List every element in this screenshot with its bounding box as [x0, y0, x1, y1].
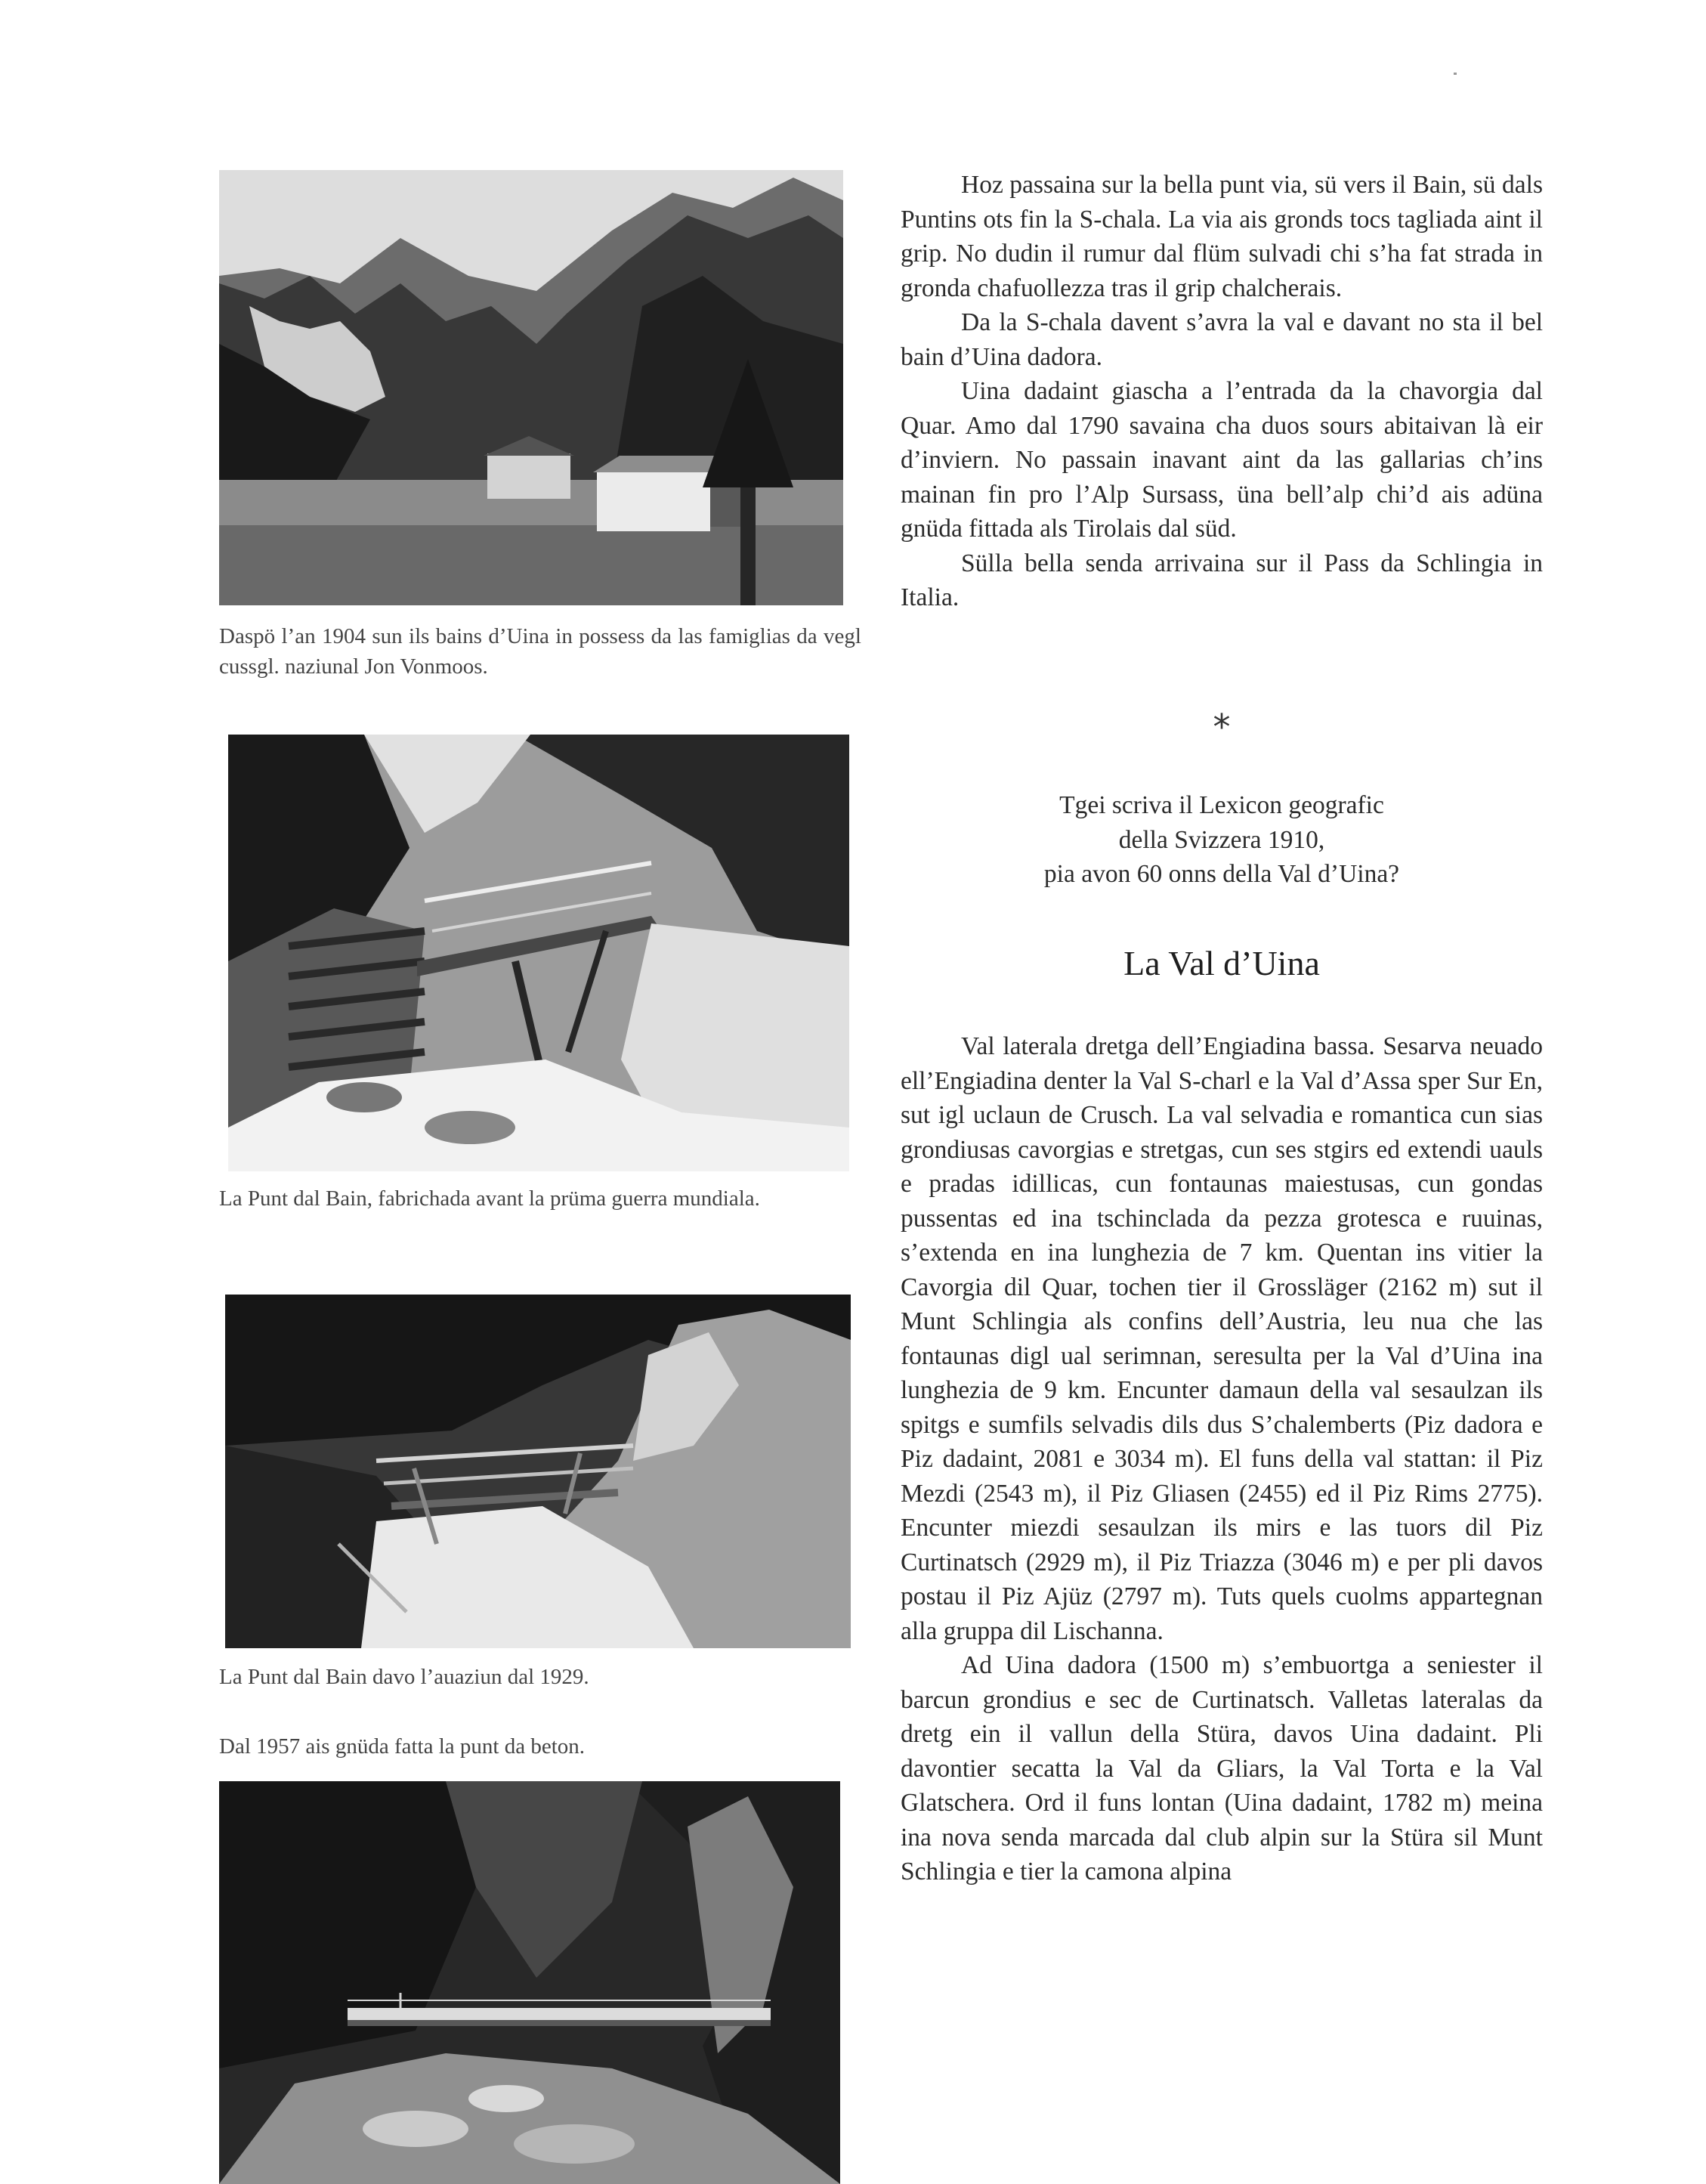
photo-bridge-after-flood: [225, 1295, 851, 1648]
section-heading: La Val d’Uina: [1123, 944, 1320, 982]
intro-paragraph: Hoz passaina sur la bella punt via, sü vers il Bain, sü dals Puntins ots fin la S-chala. La via ais gronds tocs tagliada aint il grip. No dudin il rumur dal flüm sulvadi chi s’ha fat strada in gronda chafuollezza tras il grip chalcherais.: [901, 171, 1543, 302]
figure-4-caption: Dal 1957 ais gnüda fatta la punt da beton.: [219, 1734, 586, 1759]
lexicon-paragraph: Val laterala dretga dell’Engiadina bassa. Sesarva neuado ell’Engiadina denter la Val S-charl e la Val d’Assa sper Sur En, sut igl uclaun de Crusch. La val selvadia e romantica cun sias grondiusas cavorgias e stretgas, cun ses stgirs ed extendi uauls e pradas idillicas, cun fontaunas maiestusas, cun gondas pussentas ed ina tschinclada da pezza grotesca e ruuinas, s’extenda en ina lunghezia de 7 km. Quentan ins vitier la Cavorgia dil Quar, tochen tier il Grossläger (2162 m) sut il Munt Schlingia als confins dell’Austria, leu nua che las fontaunas digl ual serimnan, seresulta per la Val d’Uina ina lunghezia de 9 km. Encunter damaun della val sesaulzan ils spitgs e sumfils selvadis dils dus S’chalemberts (Piz dadora e Piz dadaint, 2081 e 3034 m). El funs della val stattan: il Piz Mezdi (2543 m), il Piz Gliasen (2455) ed il Piz Rims 2775). Encunter miezdi sesaulzan ils mirs e las tuors dil Piz Curtinatsch (2929 m), il Piz Triazza (3046 m) e per pli davos postau il Piz Ajüz (2797 m). Tuts quels cuolms appartegnan alla gruppa dil Lischanna.: [901, 1032, 1543, 1645]
lexicon-paragraph: Ad Uina dadora (1500 m) s’embuortga a seniester il barcun grondius e sec de Curtinatsch. Valletas lateralas da dretg ein il vallun della Stüra, davos Uina dadaint. Pli davontier secatta la Val da Gliars, la Val Torta e la Val Glatschera. Ord il funs lontan (Uina dadaint, 1782 m) meina ina nova senda marcada dal club alpin sur la Stüra sil Munt Schlingia e tier la camona alpina: [901, 1651, 1543, 1885]
figure-1-caption: Daspö l’an 1904 sun ils bains d’Uina in possess da las famiglias da vegl cussgl. naziunal Jon Vonmoos.: [219, 624, 861, 679]
section-separator: *: [1213, 707, 1231, 747]
question-line: Tgei scriva il Lexicon geografic: [1059, 791, 1384, 819]
figure-2-caption: La Punt dal Bain, fabrichada avant la prüma guerra mundiala.: [219, 1186, 760, 1211]
photo-alpine-valley-houses: [219, 170, 843, 605]
question-line: pia avon 60 onns della Val d’Uina?: [1043, 860, 1400, 888]
photo-wooden-bridge: [228, 735, 849, 1171]
intro-text-block: [901, 168, 1543, 615]
figure-3-caption: La Punt dal Bain davo l’auaziun dal 1929.: [219, 1665, 589, 1689]
question-line: della Svizzera 1910,: [1118, 825, 1325, 854]
photo-concrete-bridge-gorge: [219, 1781, 840, 2184]
lexicon-question: [901, 788, 1543, 892]
intro-paragraph: Uina dadaint giascha a l’entrada da la chavorgia dal Quar. Amo dal 1790 savaina cha duos sours abitaivan là eir d’inviern. No passain inavant aint da las gallarias ch’ins mainan fin pro l’Alp Sursass, üna bell’alp chi’d ais adüna gnüda fittada als Tirolais dal süd.: [901, 377, 1543, 543]
scan-mark: [1454, 73, 1457, 75]
lexicon-text-block: [901, 1029, 1543, 1889]
intro-paragraph: Sülla bella senda arrivaina sur il Pass da Schlingia in Italia.: [901, 549, 1543, 611]
intro-paragraph: Da la S-chala davent s’avra la val e davant no sta il bel bain d’Uina dadora.: [901, 308, 1543, 371]
